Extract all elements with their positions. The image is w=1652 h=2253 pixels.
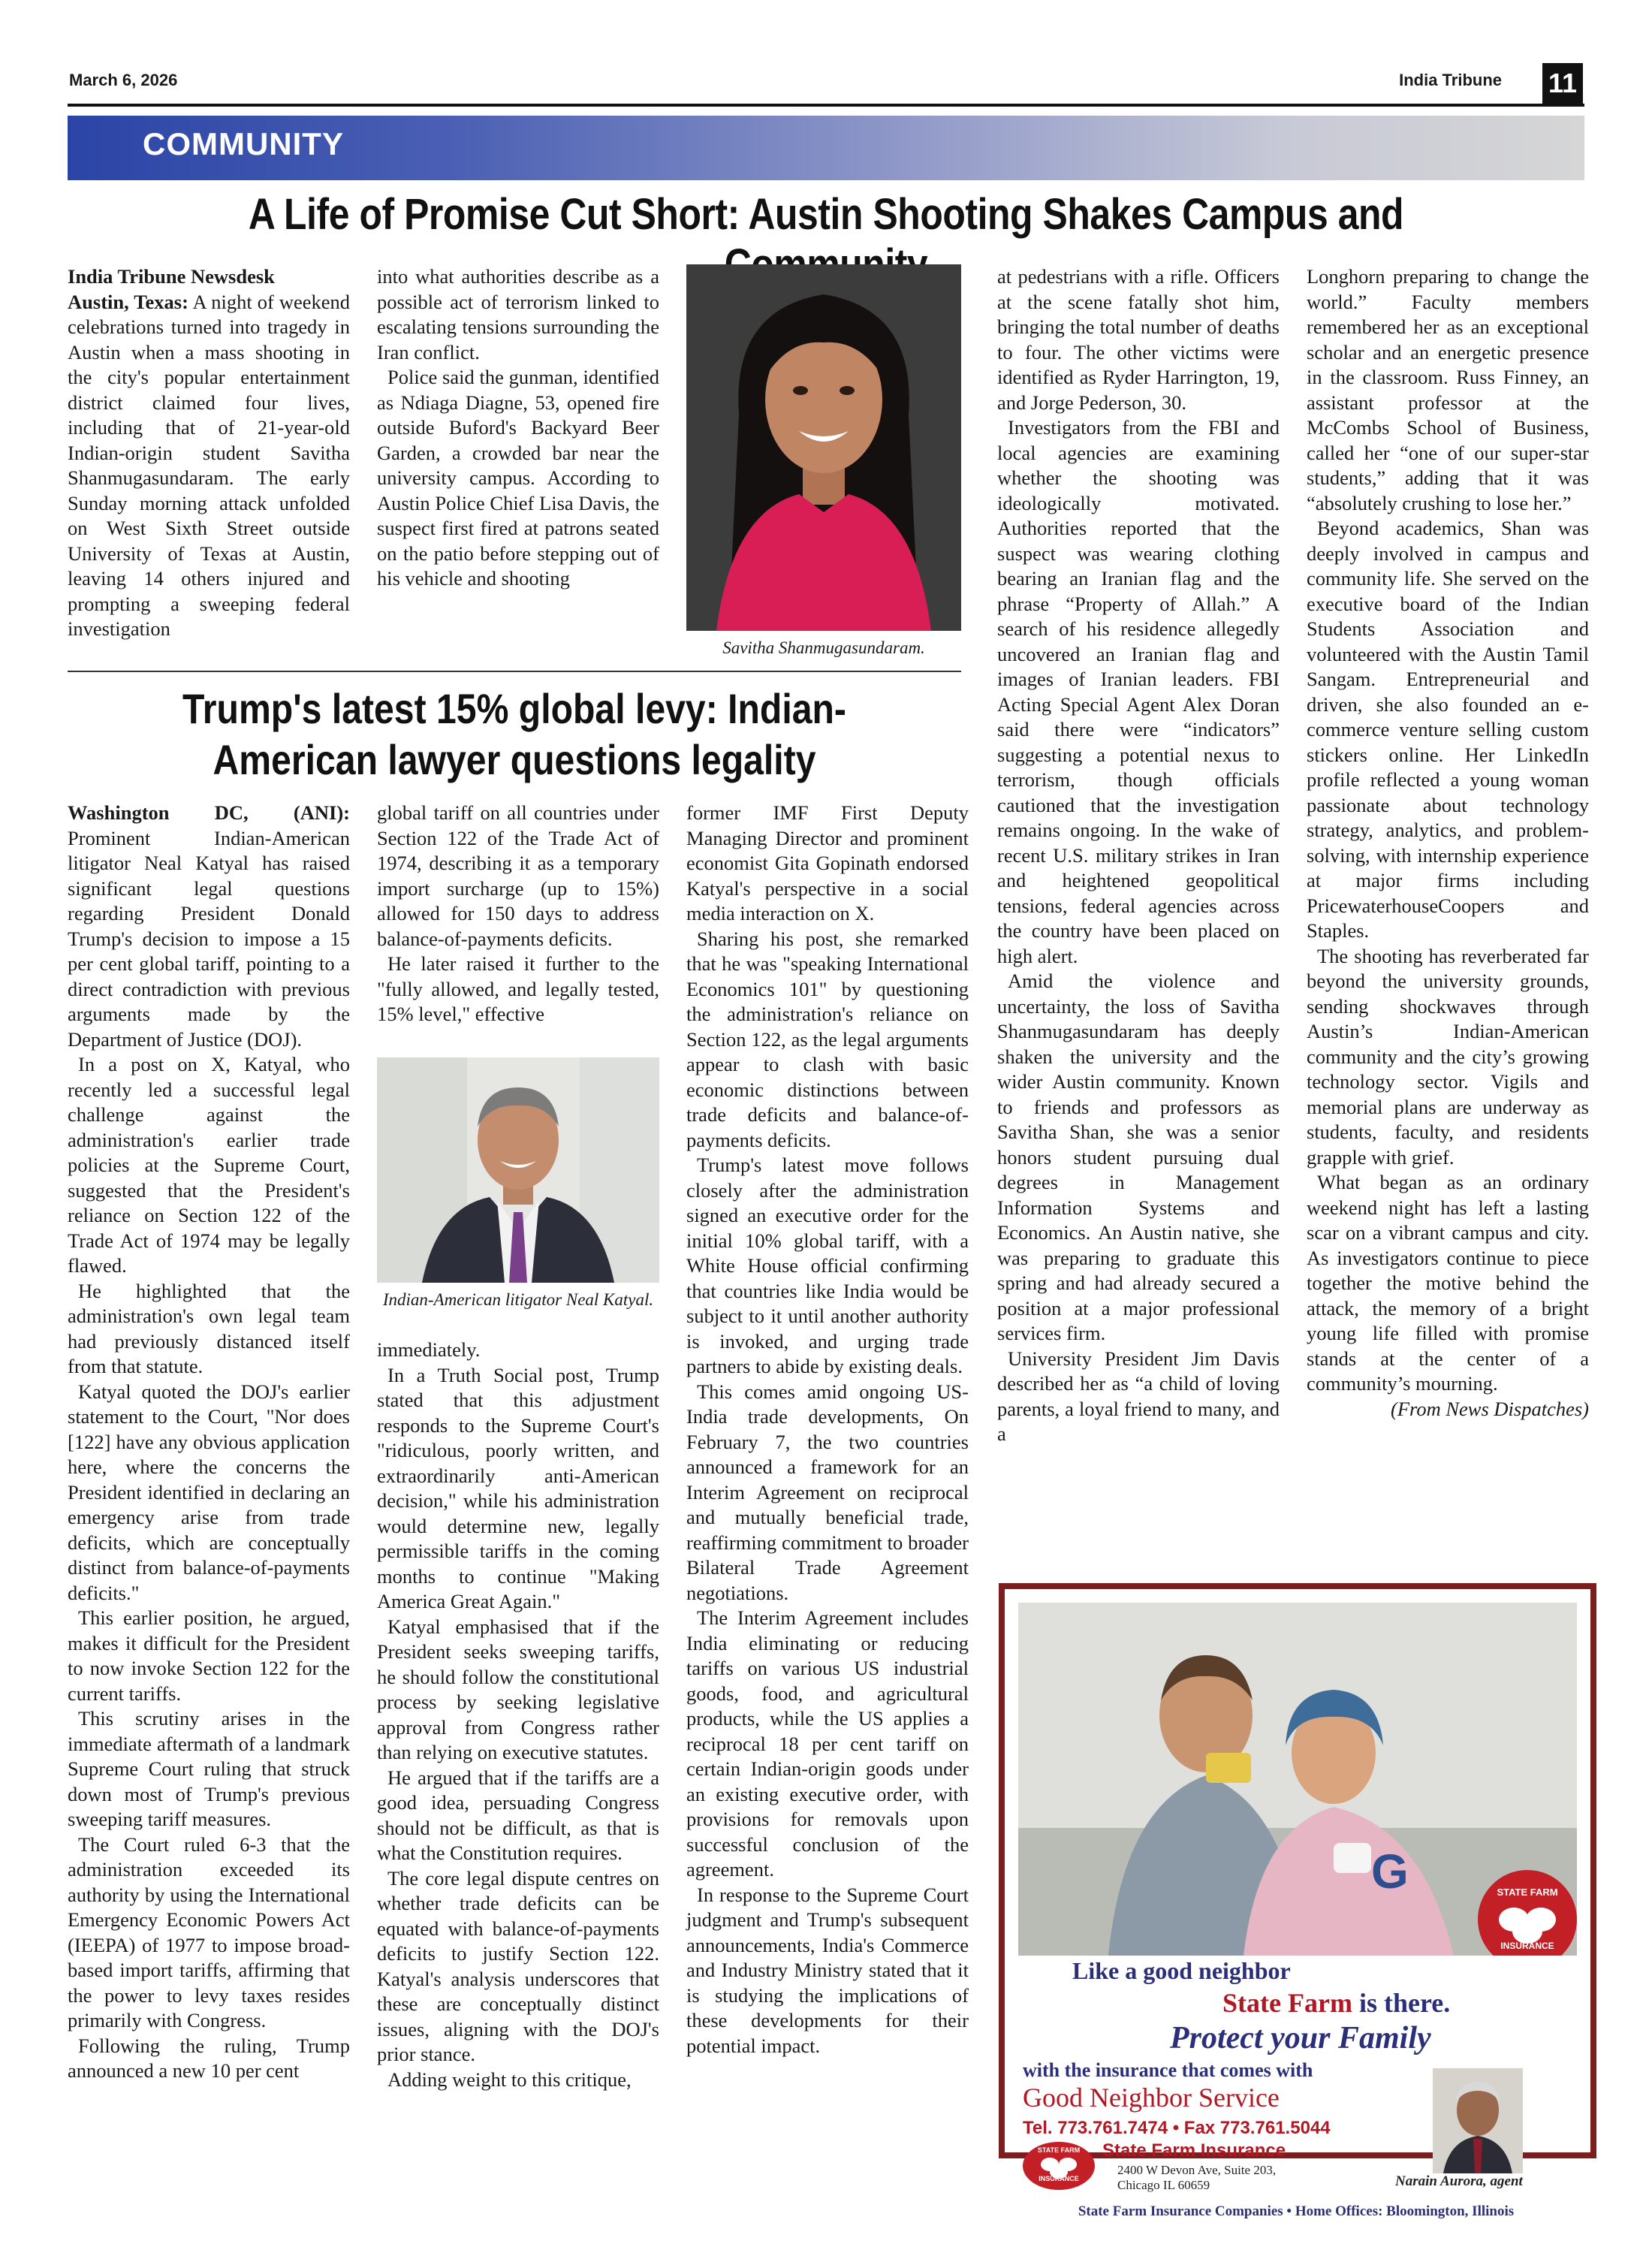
paragraph: Sharing his post, she remarked that he was "speaking International Economics 101" by questioning the administration's reliance on Section 122, as the legal arguments appear to clash with basic economic distinctions between trade deficits and balance-of-payments deficits. — [686, 927, 969, 1151]
paragraph: The Interim Agreement includes India eliminating or reducing tariffs on various US industrial goods, food, and agricultural products, while the US applies a reciprocal 18 per cent tariff on certain Indian-origin goods under an existing executive order, with provisions for removals upon successful conclusion of the agreement. — [686, 1606, 969, 1881]
paragraph: This comes amid ongoing US-India trade developments, On February 7, the two countries announced a framework for an Interim Agreement on reciprocal and mutually beneficial trade, reaffirming commitment to broader Bilateral Trade Agreement negotiations. — [686, 1380, 969, 1604]
portrait-illustration — [377, 1057, 659, 1283]
ad-service: Good Neighbor Service — [1023, 2083, 1280, 2113]
paragraph: He later raised it further to the "fully allowed, and legally tested, 15% level," effective — [377, 952, 659, 1025]
ad-address — [1117, 2163, 1276, 2193]
paragraph: In response to the Supreme Court judgment and Trump's subsequent announcements, India's Commerce and Industry Ministry stated that it is studying the implications of these developments for their potential impact. — [686, 1883, 969, 2057]
story1-byline: India Tribune Newsdesk — [68, 265, 275, 288]
story2-lead-text: Prominent Indian-American litigator Neal Katyal has raised significant legal questions regarding President Donald Trump's decision to impose a 15 per cent global tariff, pointing to a direct contradiction with previous arguments made by the Department of Justice (DOJ). — [68, 826, 350, 1051]
issue-date: March 6, 2026 — [69, 71, 178, 89]
ad-company: State Farm Insurance — [1102, 2140, 1286, 2161]
ad-brand-suffix: is there. — [1352, 1988, 1451, 2018]
story1-lead-text: A night of weekend celebrations turned into tragedy in Austin when a mass shooting in the city's popular entertainment district claimed four lives, including that of 21-year-old Indian-origin student Savitha Shanmugasundaram. The early Sunday morning attack unfolded on West Sixth Street outside University of Texas at Austin, leaving 14 others injured and prompting a sweeping federal investigation — [68, 290, 350, 640]
header-rule — [68, 104, 1584, 107]
story2-column-1 — [68, 801, 350, 2084]
ad-phone: Tel. 773.761.7474 • Fax 773.761.5044 — [1023, 2118, 1331, 2138]
ad-brand: State Farm — [1222, 1988, 1352, 2018]
story2-headline: Trump's latest 15% global levy: Indian-American lawyer questions legality — [182, 685, 846, 783]
story2-column-2-top — [377, 801, 659, 1027]
story1-lead — [68, 290, 350, 642]
paragraph: The shooting has reverberated far beyond the university grounds, sending shockwaves through Austin’s Indian-American community and the city’s growing technology sector. Vigils and memorial plans are underway as students, faculty, and residents grapple with grief. — [1307, 944, 1589, 1169]
ad-couple-photo — [1018, 1603, 1577, 1956]
paragraph: former IMF First Deputy Managing Director and prominent economist Gita Gopinath endorsed Katyal's perspective in a social media interaction on X. — [686, 801, 969, 924]
publication-name: India Tribune — [1399, 71, 1502, 89]
paragraph: global tariff on all countries under Section 122 of the Trade Act of 1974, describing it as a temporary import surcharge (up to 15%) allowed for 150 days to address balance-of-payments deficits. — [377, 801, 659, 950]
ad-subline: with the insurance that comes with — [1023, 2059, 1313, 2081]
ad-address-line2: Chicago IL 60659 — [1117, 2178, 1210, 2192]
story1-source: (From News Dispatches) — [1391, 1397, 1589, 1420]
state-farm-advertisement[interactable] — [999, 1583, 1596, 2219]
story1-dateline: Austin, Texas: — [68, 290, 188, 313]
story1-column-4 — [1307, 264, 1589, 1422]
paragraph: Investigators from the FBI and local agencies are examining whether the shooting was ideologically motivated. Authorities reported that the suspect was wearing clothing bearing an Iranian flag and the phrase “Property of Allah.” A search of his residence allegedly uncovered an Iranian flag and images of Iranian leaders. FBI Acting Special Agent Alex Doran said there were “indicators” suggesting a potential nexus to terrorism, though officials cautioned that the investigation remains ongoing. In the wake of recent U.S. military strikes in Iran and heightened geopolitical tensions, federal agencies across the country have been placed on high alert. — [997, 416, 1280, 967]
paragraph: at pedestrians with a rifle. Officers at the scene fatally shot him, bringing the total number of deaths to four. The other victims were identified as Ryder Harrington, 19, and Jorge Pederson, 30. — [997, 265, 1280, 414]
story2-dateline: Washington DC, (ANI): — [68, 801, 350, 824]
paragraph: Trump's latest move follows closely after the administration signed an executive order for the initial 10% global tariff, with a White House official confirming that countries like India would be subject to it until another authority is invoked, and urging trade partners to abide by existing deals. — [686, 1154, 969, 1377]
katyal-photo — [377, 1057, 659, 1283]
paragraph: Adding weight to this critique, — [387, 2068, 632, 2091]
paragraph: University President Jim Davis described her as “a child of loving parents, a loyal friend to many, and a — [997, 1347, 1280, 1445]
section-label: COMMUNITY — [143, 126, 344, 161]
ad-agent-name: Narain Aurora, agent — [1395, 2173, 1523, 2189]
paragraph: Amid the violence and uncertainty, the loss of Savitha Shanmugasundaram has deeply shaken the university and the wider Austin community. Known to friends and professors as Savitha Shan, she was a senior honors student pursuing dual degrees in Management Information Systems and Economics. An Austin native, she was preparing to graduate this spring and had already secured a position at a major professional services firm. — [997, 970, 1280, 1344]
story2-column-3 — [686, 801, 969, 2058]
small-logo-ovals-icon — [1023, 2142, 1095, 2190]
paragraph: into what authorities describe as a possible act of terrorism linked to escalating tensions surrounding the Iran conflict. — [377, 265, 659, 363]
savitha-photo-caption: Savitha Shanmugasundaram. — [722, 638, 925, 657]
logo-bottom-text: INSURANCE — [1500, 1941, 1554, 1951]
agent-portrait-illustration — [1433, 2068, 1523, 2173]
paragraph: Katyal quoted the DOJ's earlier statement to the Court, "Nor does [122] have any obvious application here, where the concerns the President identified in declaring an emergency arise from trade deficits, which are conceptually distinct from balance-of-payments deficits." — [68, 1380, 350, 1604]
ad-slogan: Like a good neighbor — [1072, 1957, 1291, 1984]
ad-footer: State Farm Insurance Companies • Home Offices: Bloomington, Illinois — [1078, 2203, 1515, 2219]
paragraph: This scrutiny arises in the immediate aftermath of a landmark Supreme Court ruling that struck down most of Trump's previous sweeping tariff measures. — [68, 1707, 350, 1830]
paragraph: Police said the gunman, identified as Ndiaga Diagne, 53, opened fire outside Buford's Backyard Beer Garden, a crowded bar near the university campus. According to Austin Police Chief Lisa Davis, the suspect first fired at patrons seated on the patio before stepping out of his vehicle and shooting — [377, 366, 659, 590]
story2-lead — [68, 801, 350, 1052]
paragraph: He argued that if the tariffs are a good idea, persuading Congress should not be difficult, as that is what the Constitution requires. — [377, 1766, 659, 1864]
paragraph: Longhorn preparing to change the world.” Faculty members remembered her as an exceptional scholar and an energetic presence in the classroom. Russ Finney, an assistant professor at the McCombs School of Business, called her “one of our super-star students,” adding that it was “absolutely crushing to lose her.” — [1307, 265, 1589, 514]
ad-brand-line — [1222, 1987, 1450, 2019]
page-number: 11 — [1542, 63, 1583, 104]
story2-column-2-bottom — [377, 1338, 659, 2092]
logo-top-text: STATE FARM — [1497, 1887, 1558, 1898]
story-divider — [68, 671, 961, 672]
paragraph: immediately. — [377, 1338, 481, 1361]
story1-headline: A Life of Promise Cut Short: Austin Shooting Shakes Campus and — [248, 190, 1404, 239]
story1-column-1 — [68, 264, 350, 642]
paragraph: In a post on X, Katyal, who recently led a successful legal challenge against the administration's earlier trade policies at the Supreme Court, suggested that the President's reliance on Section 122 of the Trade Act of 1974 may be legally flawed. — [68, 1053, 350, 1277]
agent-photo — [1433, 2068, 1523, 2173]
paragraph: The Court ruled 6-3 that the administration exceeded its authority by using the International Emergency Economic Powers Act (IEEPA) of 1977 to impose broad-based import tariffs, affirming that the power to levy taxes resides primarily with Congress. — [68, 1832, 350, 2031]
paragraph: In a Truth Social post, Trump stated that this adjustment responds to the Supreme Court's "ridiculous, poorly written, and extraordinarily anti-American decision," while his administration would determine new, legally permissible tariffs in the coming months to continue "Making America Great Again." — [377, 1363, 659, 1612]
savitha-photo — [686, 264, 961, 631]
paragraph: What began as an ordinary weekend night has left a lasting scar on a vibrant campus and city. As investigators continue to piece together the motive behind the attack, the memory of a bright young life filled with promise stands at the center of a community’s mourning. — [1307, 1171, 1589, 1395]
paragraph: This earlier position, he argued, makes it difficult for the President to now invoke Section 122 for the current tariffs. — [68, 1606, 350, 1705]
paragraph: Following the ruling, Trump announced a new 10 per cent — [68, 2034, 350, 2082]
paragraph: Katyal emphasised that if the President seeks sweeping tariffs, he should follow the constitutional process by seeking legislative approval from Congress rather than relying on executive statutes. — [377, 1615, 659, 1763]
ad-protect: Protect your Family — [1170, 2021, 1431, 2055]
story1-column-3 — [997, 264, 1280, 1447]
small-logo-top-text: STATE FARM — [1037, 2146, 1081, 2154]
story1-column-2 — [377, 264, 659, 592]
ad-address-line1: 2400 W Devon Ave, Suite 203, — [1117, 2163, 1277, 2177]
katyal-photo-caption: Indian-American litigator Neal Katyal. — [382, 1290, 654, 1309]
small-logo-bottom-text: INSURANCE — [1039, 2175, 1079, 2182]
paragraph: Beyond academics, Shan was deeply involved in campus and community life. She served on the executive board of the Indian Students Association and volunteered with the Austin Tamil Sangam. Entrepreneurial and driven, she also founded an e-commerce venture selling custom stickers online. Her LinkedIn profile reflected a young woman passionate about technology strategy, analytics, and problem-solving, with internship experience at major firms including PricewaterhouseCoopers and Staples. — [1307, 517, 1589, 942]
section-banner — [68, 116, 1584, 180]
portrait-illustration — [686, 264, 961, 631]
paragraph: He highlighted that the administration's own legal team had previously distanced itself from that statute. — [68, 1279, 350, 1377]
state-farm-logo — [1478, 1870, 1577, 1956]
sweater-letter: G — [1371, 1844, 1409, 1899]
paragraph: The core legal dispute centres on whether trade deficits can be equated with balance-of-payments deficits to justify Section 122. Katyal's analysis underscores that these are conceptually distinct issues, aligning with the DOJ's prior stance. — [377, 1866, 659, 2065]
state-farm-small-logo — [1023, 2142, 1095, 2190]
